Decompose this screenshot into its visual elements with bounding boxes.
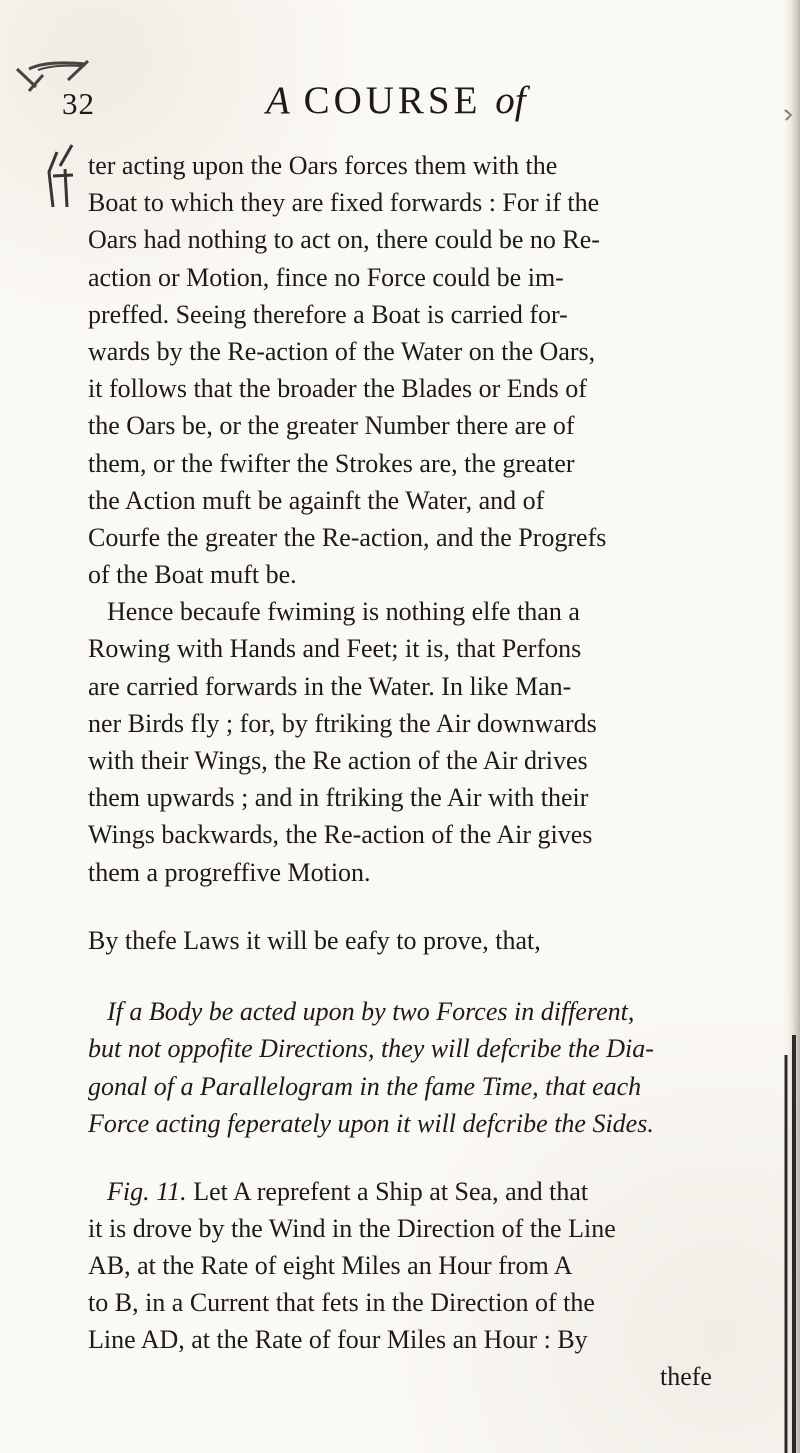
figure-first-line: [88, 1173, 733, 1210]
rule-line: Force acting feperately upon it will defcribe the Sides.: [88, 1109, 654, 1139]
figure-example-paragraph: [88, 1173, 733, 1395]
running-title-suffix: of: [495, 79, 526, 122]
running-header: [62, 78, 762, 132]
paragraph-swimming-birds: [88, 593, 733, 891]
text-line: it follows that the broader the Blades or Ends of: [88, 374, 587, 404]
text-line: Boat to which they are fixed forwards : For if the: [88, 188, 600, 218]
text-line: Oars had nothing to act on, there could be no Re-: [88, 225, 600, 255]
text-line: to B, in a Current that fets in the Direction of the: [88, 1287, 595, 1317]
text-line: them, or the fwifter the Strokes are, the greater: [88, 448, 575, 478]
text-line: them upwards ; and in ftriking the Air with their: [88, 783, 589, 813]
figure-reference: Fig. 11.: [107, 1176, 187, 1206]
ink-speck-icon: [783, 108, 793, 122]
text-line: Line AD, at the Rate of four Miles an Hour : By: [88, 1324, 588, 1354]
text-line: Rowing with Hands and Feet; it is, that Perfons: [88, 634, 582, 664]
parallelogram-rule: [88, 993, 733, 1143]
text-line: ner Birds fly ; for, by ftriking the Air downwards: [88, 708, 597, 738]
running-title-prefix: A: [266, 79, 290, 122]
text-line: Courfe the greater the Re-action, and the Progrefs: [88, 522, 607, 552]
text-line: action or Motion, fince no Force could be im-: [88, 262, 564, 292]
text-line: Hence becaufe fwiming is nothing elfe than a: [107, 597, 580, 627]
running-title-main: COURSE: [303, 79, 482, 122]
page-body: [88, 147, 733, 1395]
text-line: are carried forwards in the Water. In like Man-: [88, 671, 572, 701]
running-title: [266, 78, 526, 123]
binding-edge-shadow: [781, 0, 800, 1453]
page-number: 32: [62, 86, 95, 121]
text-line: preffed. Seeing therefore a Boat is carried for-: [88, 299, 568, 329]
text-line: ter acting upon the Oars forces them with the: [88, 151, 558, 180]
paragraph-oars: [88, 147, 733, 593]
rule-line: but not oppofite Directions, they will defcribe the Dia-: [88, 1034, 654, 1064]
figure-first-line-text: Let A reprefent a Ship at Sea, and that: [193, 1176, 589, 1206]
text-line: wards by the Re-action of the Water on the Oars,: [88, 336, 596, 366]
text-line: AB, at the Rate of eight Miles an Hour from A: [88, 1250, 573, 1280]
text-line: it is drove by the Wind in the Direction of the Line: [88, 1213, 616, 1243]
text-line: Wings backwards, the Re-action of the Air gives: [88, 820, 593, 850]
rule-line: gonal of a Parallelogram in the fame Time, that each: [88, 1071, 642, 1101]
text-line: of the Boat muft be.: [88, 560, 297, 590]
proof-statement: By thefe Laws it will be eafy to prove, that,: [88, 925, 541, 955]
catchword: thefe: [660, 1361, 712, 1391]
handwritten-margin-mark-icon: [45, 141, 79, 215]
text-line: them a progreffive Motion.: [88, 857, 371, 887]
text-line: the Oars be, or the greater Number there are of: [88, 411, 575, 441]
text-line: with their Wings, the Re action of the Air drives: [88, 746, 588, 775]
rule-line: If a Body be acted upon by two Forces in different,: [107, 996, 635, 1026]
text-line: the Action muft be againft the Water, and of: [88, 485, 545, 515]
